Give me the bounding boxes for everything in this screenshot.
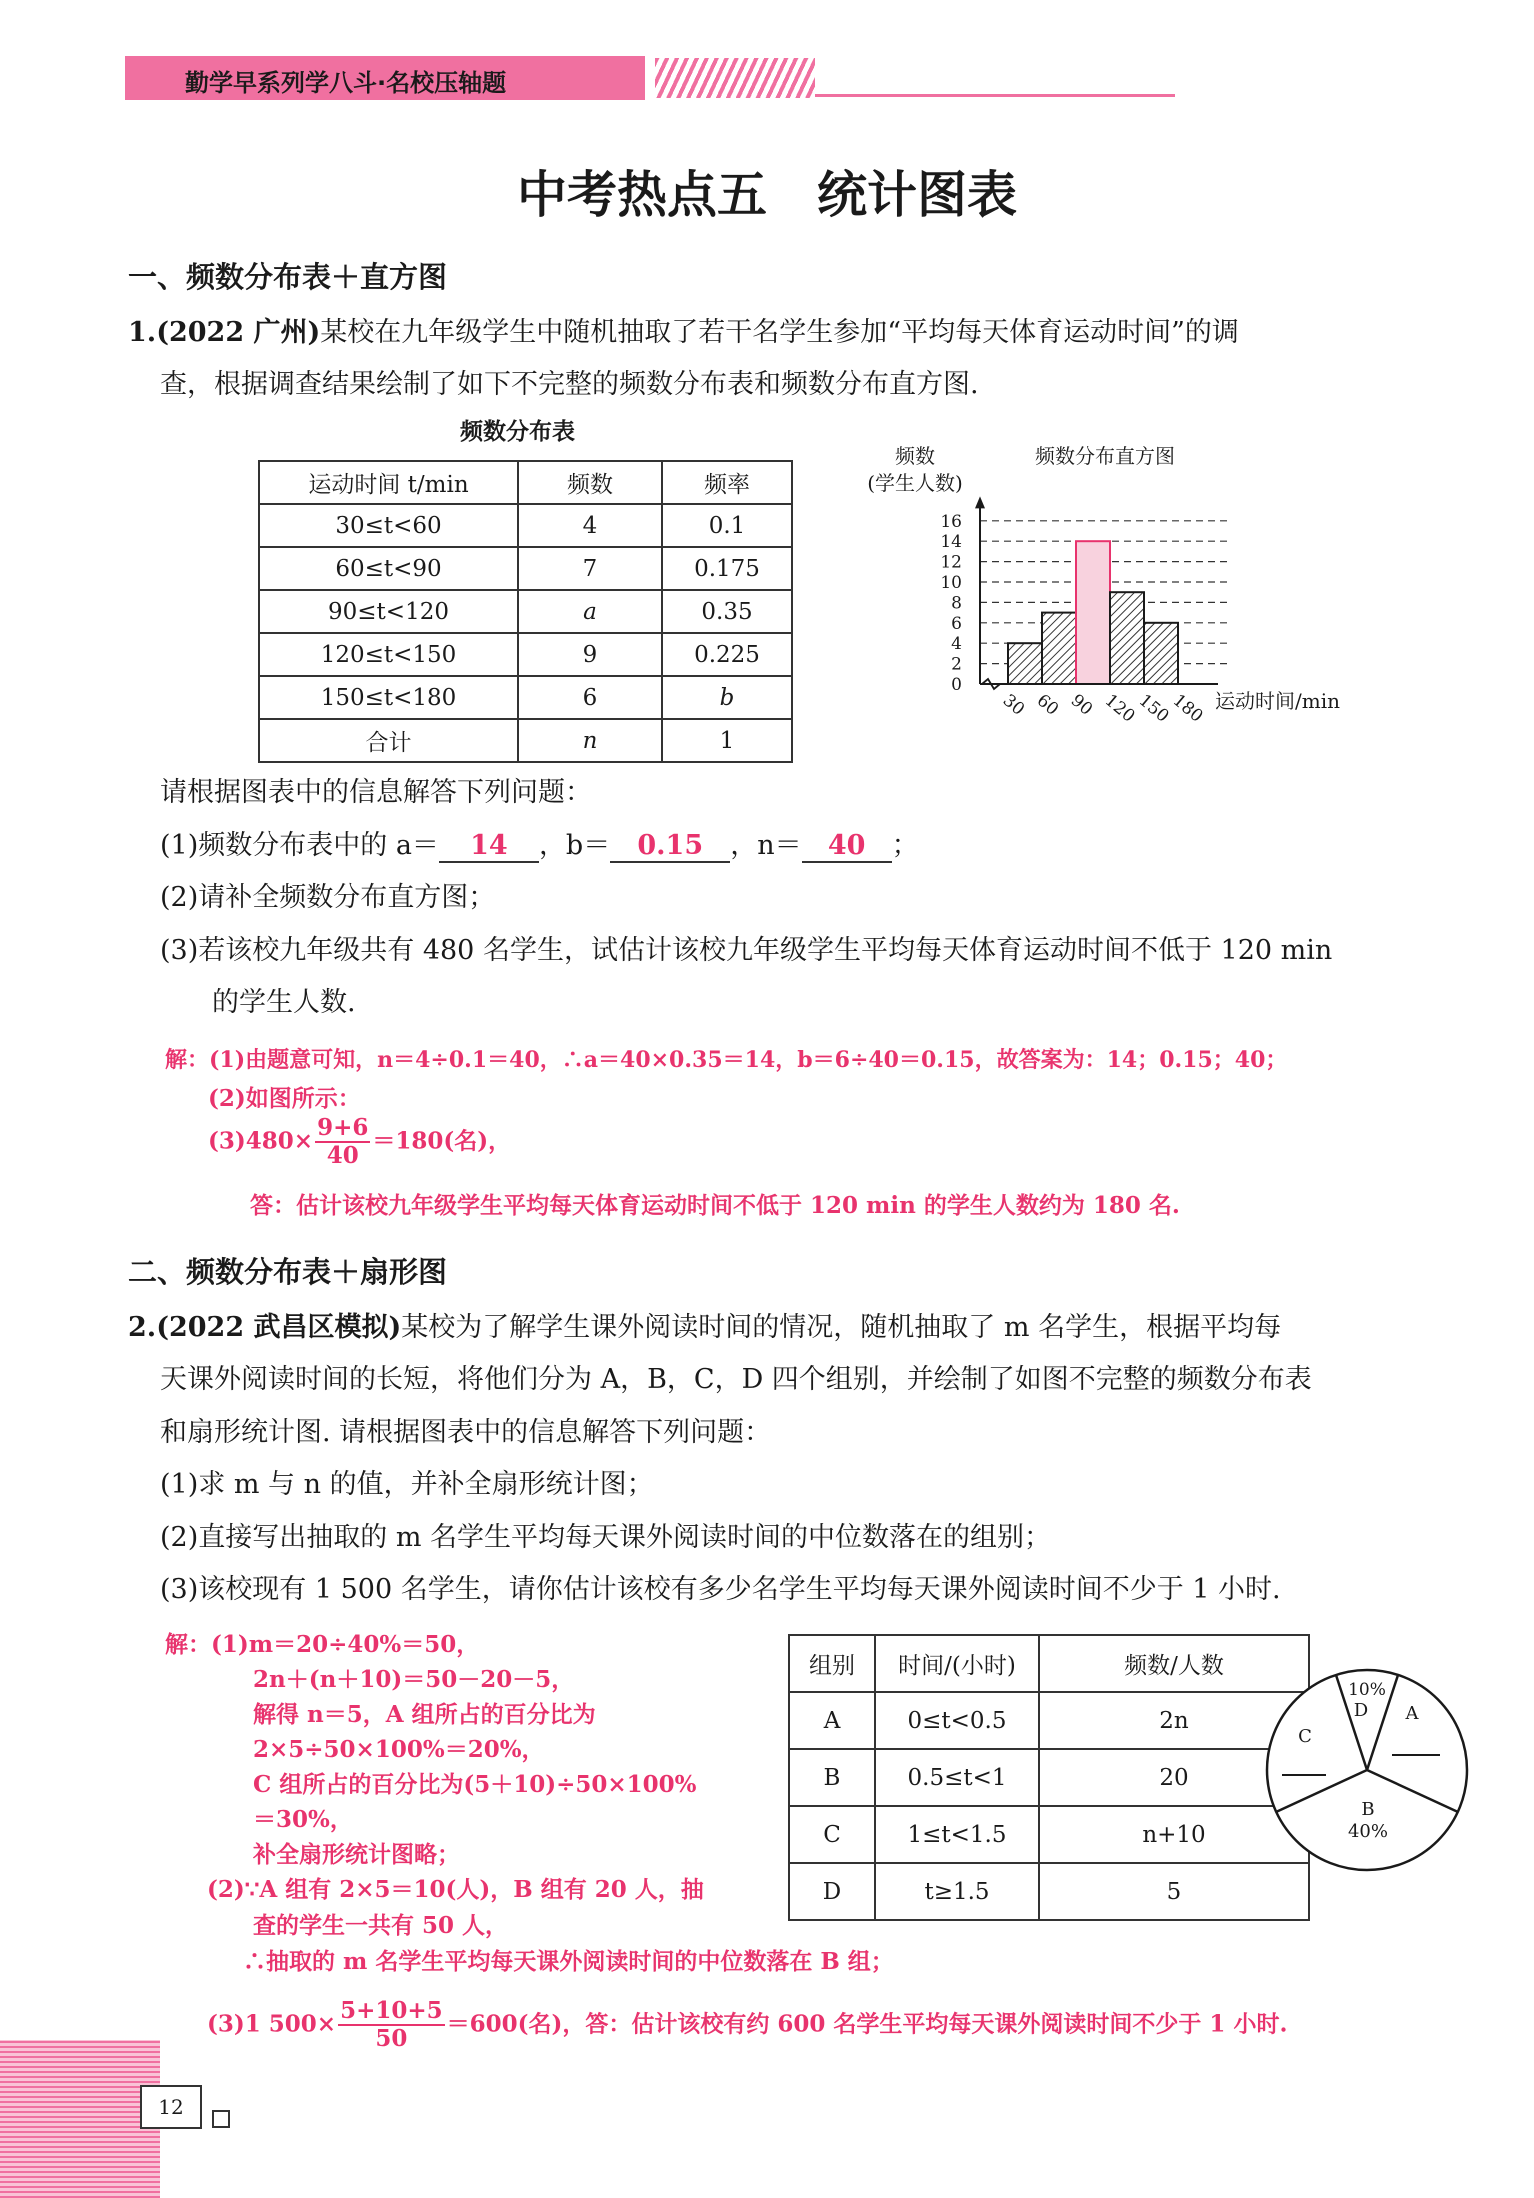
table-row <box>259 547 792 590</box>
sol2-fraction-numerator: 5+10+5 <box>338 1998 445 2026</box>
sol2-part2-line2: 查的学生一共有 50 人， <box>253 1912 509 1939</box>
q1-part1-text: (1)频数分布表中的 a＝ <box>160 830 439 861</box>
table-cell: 90≤t<120 <box>259 590 518 633</box>
y-tick-label: 4 <box>951 634 962 655</box>
sol2-line: 2×5÷50×100%＝20%， <box>253 1736 545 1763</box>
sol2-fraction-denominator: 50 <box>375 2025 408 2053</box>
q2-line1 <box>128 1305 1281 1344</box>
chart-bars <box>1008 541 1178 684</box>
histogram-bar <box>1144 623 1178 684</box>
y-tick-label: 0 <box>951 675 962 695</box>
q2-text-1: 某校为了解学生课外阅读时间的情况，随机抽取了 m 名学生，根据平均每 <box>401 1312 1282 1343</box>
q2-part1: (1)求 m 与 n 的值，并补全扇形统计图； <box>160 1469 654 1500</box>
x-tick-label: 30 <box>998 690 1029 720</box>
sol1-fraction-numerator: 9+6 <box>315 1115 370 1143</box>
table-cell: 2n <box>1039 1692 1309 1749</box>
table-header-cell: 时间/(小时) <box>875 1635 1039 1692</box>
pie-label-d-percent: 10% <box>1348 1680 1386 1700</box>
table-header-row <box>259 461 792 504</box>
sol1-fraction <box>315 1115 370 1170</box>
sol1-line1: 解：(1)由题意可知，n＝4÷0.1＝40，∴a＝40×0.35＝14，b＝6÷40＝0.15，故答案为：14；0.15；40； <box>165 1047 1288 1073</box>
table-cell: 9 <box>518 633 662 676</box>
sol2-part2-line1: (2)∵A 组有 2×5＝10(人)，B 组有 20 人，抽 <box>207 1876 704 1903</box>
pie-label-b-percent: 40% <box>1347 1821 1389 1842</box>
header-stripes <box>655 58 815 98</box>
table-cell: n <box>518 719 662 762</box>
frequency-table <box>258 460 793 763</box>
table-cell: 7 <box>518 547 662 590</box>
table-row <box>259 719 792 762</box>
answer-a: 14 <box>439 830 539 863</box>
x-tick-label: 60 <box>1032 690 1063 720</box>
x-tick-label: 150 <box>1134 690 1173 727</box>
sol1-fraction-denominator: 40 <box>326 1142 359 1170</box>
table-header-row <box>789 1635 1309 1692</box>
table-row <box>789 1749 1309 1806</box>
q1-part3-line2: 的学生人数. <box>212 987 356 1018</box>
x-tick-label: 90 <box>1066 690 1097 720</box>
table-row <box>789 1806 1309 1863</box>
table-cell: D <box>789 1863 875 1920</box>
q2-line2: 天课外阅读时间的长短，将他们分为 A，B，C，D 四个组别，并绘制了如图不完整的频数分布表 <box>160 1364 1312 1395</box>
table-cell: 150≤t<180 <box>259 676 518 719</box>
table-cell: 0.35 <box>662 590 792 633</box>
answer-b: 0.15 <box>610 830 730 863</box>
histogram-bar <box>1008 643 1042 684</box>
q1-line2: 查，根据调查结果绘制了如下不完整的频数分布表和频数分布直方图. <box>160 369 979 400</box>
table-cell: 0.1 <box>662 504 792 547</box>
sol2-part3-prefix: (3)1 500× <box>207 2010 337 2038</box>
table-cell: a <box>518 590 662 633</box>
chart-y-ticks <box>940 512 962 695</box>
table-cell: 1 <box>662 719 792 762</box>
table-cell: 6 <box>518 676 662 719</box>
y-tick-label: 12 <box>940 552 962 573</box>
q1-text-1: 某校在九年级学生中随机抽取了若干名学生参加“平均每天体育运动时间”的调 <box>320 317 1239 348</box>
y-tick-label: 2 <box>951 654 962 675</box>
y-tick-label: 6 <box>951 613 962 634</box>
table-cell: C <box>789 1806 875 1863</box>
histogram-bar <box>1042 613 1076 684</box>
table-header-cell: 频数/人数 <box>1039 1635 1309 1692</box>
square-icon <box>212 2110 230 2128</box>
page-number: 12 <box>140 2085 202 2129</box>
q1-line1 <box>128 310 1239 349</box>
table-header-cell: 运动时间 t/min <box>259 461 518 504</box>
table-cell: 20 <box>1039 1749 1309 1806</box>
chart-xlabel: 运动时间/min <box>1215 689 1340 713</box>
q1-part1-b: ，b＝ <box>538 830 611 861</box>
q2-part3: (3)该校现有 1 500 名学生，请你估计该校有多少名学生平均每天课外阅读时间不少于 1 小时. <box>160 1574 1281 1605</box>
chart-title: 频数分布直方图 <box>1035 444 1175 468</box>
header-title: 勤学早系列学八斗·名校压轴题 <box>185 69 507 97</box>
sol2-line: 解：(1)m＝20÷40%＝50， <box>165 1631 480 1658</box>
sol2-line: 2n＋(n＋10)＝50－20－5， <box>253 1666 575 1693</box>
q1-part1-n: ，n＝ <box>730 830 802 861</box>
pie-chart <box>1262 1665 1472 1875</box>
table-cell: 0.5≤t<1 <box>875 1749 1039 1806</box>
page-header <box>125 50 1175 102</box>
table-cell: n+10 <box>1039 1806 1309 1863</box>
table-row <box>259 590 792 633</box>
sol2-part3-suffix: ＝600(名)，答：估计该校有约 600 名学生平均每天课外阅读时间不少于 1 小时. <box>446 2010 1288 2038</box>
sol2-part3 <box>207 1998 1287 2053</box>
chart-x-ticks <box>999 691 1207 727</box>
pie-label-c: C <box>1298 1726 1312 1747</box>
q1-part1-end: ； <box>891 830 919 861</box>
y-tick-label: 16 <box>940 511 962 532</box>
table-cell: 0≤t<0.5 <box>875 1692 1039 1749</box>
header-rule <box>815 94 1175 97</box>
y-tick-label: 10 <box>940 573 962 593</box>
table-cell: 0.225 <box>662 633 792 676</box>
table-row <box>789 1863 1309 1920</box>
table-cell: B <box>789 1749 875 1806</box>
section1-heading: 一、频数分布表＋直方图 <box>128 260 448 294</box>
sol2-part2-line3: ∴抽取的 m 名学生平均每天课外阅读时间的中位数落在 B 组； <box>243 1948 894 1975</box>
histogram-chart <box>850 435 1390 725</box>
histogram-bar <box>1076 541 1110 684</box>
sol1-part3-suffix: ＝180(名)， <box>372 1127 512 1155</box>
table-cell: 5 <box>1039 1863 1309 1920</box>
pie-label-b: B <box>1361 1799 1375 1820</box>
y-tick-label: 8 <box>951 593 962 614</box>
sol2-line: 补全扇形统计图略； <box>253 1841 460 1868</box>
footer-corner-decoration <box>0 2040 160 2198</box>
y-tick-label: 14 <box>940 532 962 553</box>
table-row <box>789 1692 1309 1749</box>
pie-label-a: A <box>1405 1703 1419 1724</box>
table-cell: t≥1.5 <box>875 1863 1039 1920</box>
sol2-fraction <box>338 1998 445 2053</box>
q2-line3: 和扇形统计图. 请根据图表中的信息解答下列问题： <box>160 1417 772 1448</box>
x-tick-label: 120 <box>1100 690 1139 727</box>
x-tick-label: 180 <box>1168 690 1207 727</box>
table-header-cell: 频数 <box>518 461 662 504</box>
chart-ylabel-2: (学生人数) <box>867 471 963 495</box>
histogram-bar <box>1110 592 1144 684</box>
table-cell: 合计 <box>259 719 518 762</box>
sol2-line: 解得 n＝5，A 组所占的百分比为 <box>253 1701 596 1728</box>
q2-source: (2022 武昌区模拟) <box>156 1312 402 1343</box>
sol1-answer: 答：估计该校九年级学生平均每天体育运动时间不低于 120 min 的学生人数约为 180 名. <box>250 1192 1180 1219</box>
q1-part3-line1: (3)若该校九年级共有 480 名学生，试估计该校九年级学生平均每天体育运动时间不低于 120 min <box>160 935 1333 966</box>
q1-part2: (2)请补全频数分布直方图； <box>160 882 496 913</box>
q1-part1 <box>160 823 919 863</box>
table-header-cell: 组别 <box>789 1635 875 1692</box>
table-row <box>259 504 792 547</box>
q2-part2: (2)直接写出抽取的 m 名学生平均每天课外阅读时间的中位数落在的组别； <box>160 1522 1052 1553</box>
table-header-cell: 频率 <box>662 461 792 504</box>
y-axis-arrow <box>975 496 985 508</box>
table-cell: A <box>789 1692 875 1749</box>
sol1-part3-prefix: (3)480× <box>208 1127 314 1155</box>
group-table <box>788 1634 1310 1921</box>
chart-ylabel-1: 频数 <box>895 444 935 468</box>
table-cell: 4 <box>518 504 662 547</box>
pie-label-d: D <box>1353 1700 1369 1721</box>
sol2-block <box>165 1627 894 1980</box>
page-title: 中考热点五 统计图表 <box>517 166 1017 224</box>
sol1-line3 <box>208 1115 511 1170</box>
sol1-line2: (2)如图所示： <box>208 1085 361 1112</box>
table-cell: 1≤t<1.5 <box>875 1806 1039 1863</box>
answer-n: 40 <box>802 830 892 863</box>
q2-number: 2. <box>128 1312 157 1343</box>
table-cell: 0.175 <box>662 547 792 590</box>
table-cell: 30≤t<60 <box>259 504 518 547</box>
q1-prompt: 请根据图表中的信息解答下列问题： <box>160 777 592 808</box>
table-cell: 60≤t<90 <box>259 547 518 590</box>
section2-heading: 二、频数分布表＋扇形图 <box>128 1255 448 1289</box>
table1-title: 频数分布表 <box>460 419 575 445</box>
sol2-line: C 组所占的百分比为(5＋10)÷50×100% <box>253 1771 697 1798</box>
q1-source: (2022 广州) <box>156 317 321 348</box>
table-row <box>259 633 792 676</box>
q1-number: 1. <box>128 317 157 348</box>
table-cell: b <box>662 676 792 719</box>
table-cell: 120≤t<150 <box>259 633 518 676</box>
sol2-line: ＝30%， <box>253 1806 353 1833</box>
table-row <box>259 676 792 719</box>
